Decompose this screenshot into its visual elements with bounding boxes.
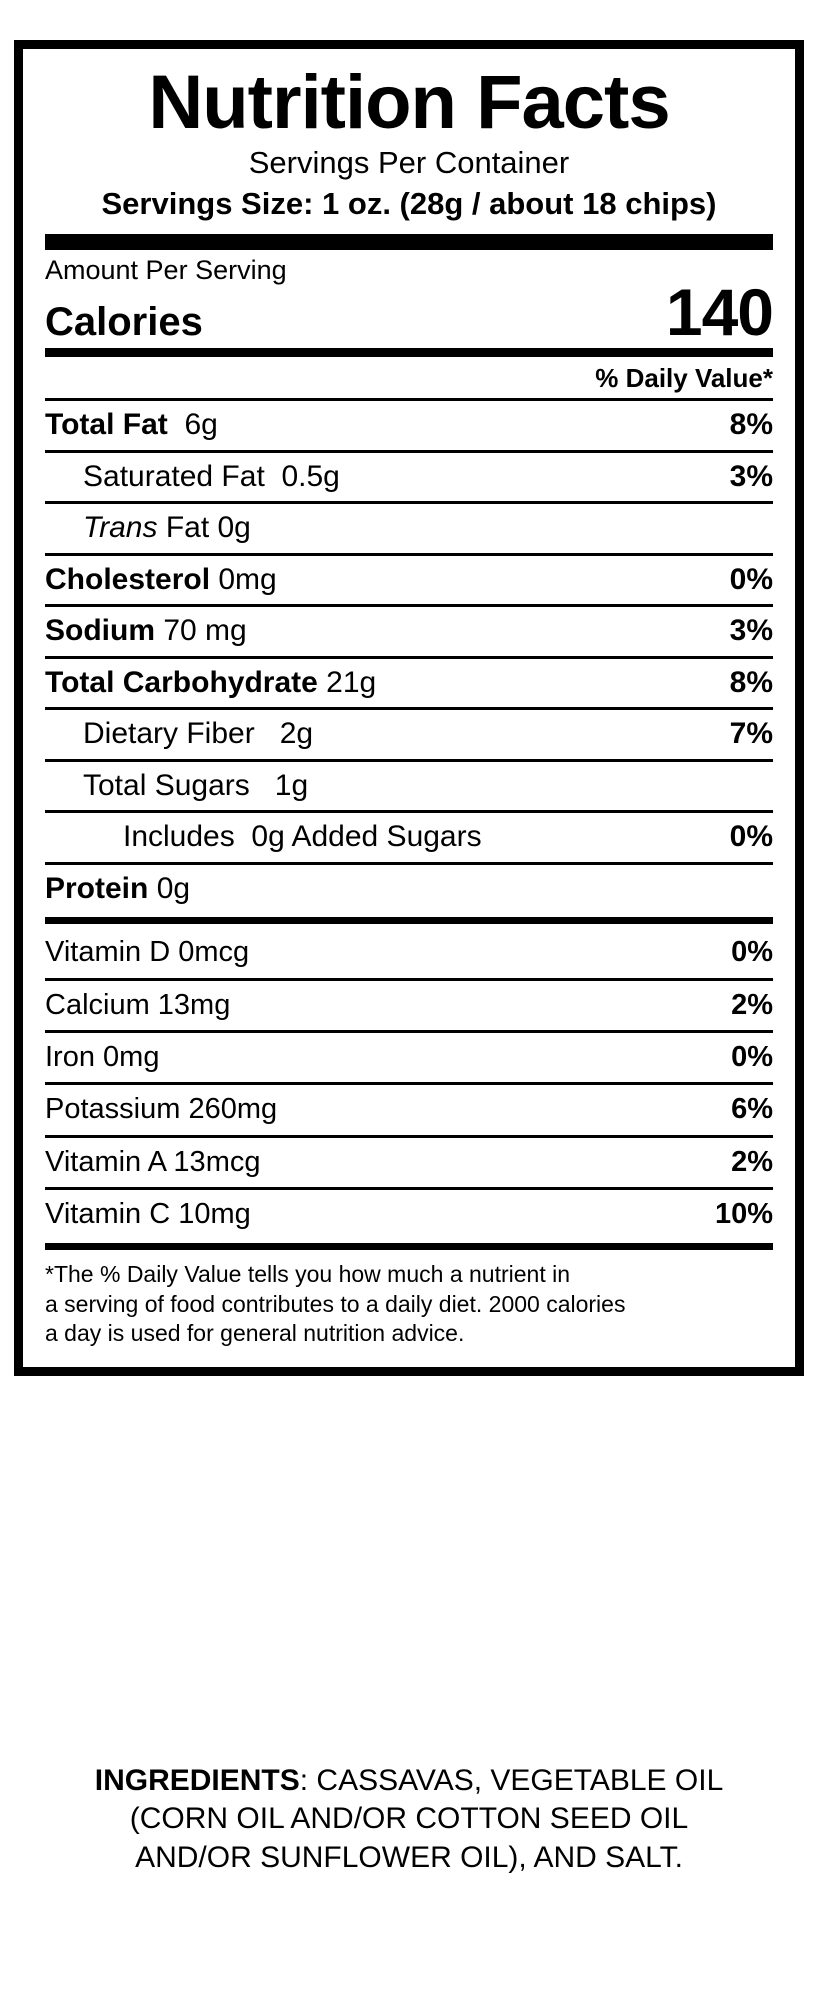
- vitamin-row-vitamin-c: [45, 1190, 773, 1239]
- nutrient-name: Cholesterol: [45, 562, 211, 596]
- calories-label: Calories: [45, 300, 203, 345]
- vitamin-name: Calcium 13mg: [45, 988, 231, 1021]
- nutrient-row-protein: [45, 865, 773, 914]
- page-title: Nutrition Facts: [148, 60, 670, 145]
- nutrient-row-total-carbohydrate: [45, 659, 773, 708]
- nutrient-row-added-sugars: [45, 813, 773, 862]
- vitamin-row-vitamin-d: [45, 928, 773, 977]
- footnote-line-3: a day is used for general nutrition advice.: [45, 1320, 465, 1347]
- nutrient-row-total-fat: [45, 401, 773, 450]
- nutrient-dv: 8%: [729, 665, 773, 699]
- nutrient-amount: 0g Added Sugars: [251, 820, 482, 854]
- amount-per-serving-row: [45, 254, 773, 349]
- vitamin-name: Potassium 260mg: [45, 1093, 278, 1126]
- nutrient-dv: 3%: [729, 614, 773, 648]
- vitamin-row-iron: [45, 1033, 773, 1082]
- nutrient-name: Protein: [45, 871, 149, 905]
- vitamin-row-vitamin-a: [45, 1138, 773, 1187]
- nutrient-row-trans-fat: [45, 504, 773, 553]
- vitamin-name: Vitamin C 10mg: [45, 1198, 251, 1231]
- vitamin-list: [45, 928, 773, 1239]
- vitamin-row-calcium: [45, 981, 773, 1030]
- divider-medium-calories: [45, 348, 773, 357]
- nutrient-dv: 8%: [729, 408, 773, 442]
- vitamin-dv: 6%: [731, 1093, 773, 1126]
- nutrient-name: Includes: [123, 820, 235, 854]
- nutrient-name: Trans: [83, 511, 158, 545]
- vitamin-name: Vitamin D 0mcg: [45, 936, 250, 969]
- nutrient-name: Saturated Fat: [83, 459, 265, 493]
- divider-thick-top: [45, 234, 773, 250]
- nutrient-row-dietary-fiber: [45, 710, 773, 759]
- nutrient-name: Total Fat: [45, 408, 168, 442]
- ingredients-line-2: (CORN OIL AND/OR COTTON SEED OIL: [129, 1802, 689, 1836]
- nutrient-row-sodium: [45, 607, 773, 656]
- ingredients-line-1: [14, 1762, 804, 1800]
- nutrient-name: Total Carbohydrate: [45, 665, 318, 699]
- calories-row: [45, 274, 773, 349]
- serving-size: Servings Size: 1 oz. (28g / about 18 chips): [101, 185, 717, 221]
- nutrient-amount: Fat 0g: [165, 511, 251, 545]
- footnote-line-2: a serving of food contributes to a daily diet. 2000 calories: [45, 1290, 626, 1317]
- ingredients-section: [14, 1762, 804, 1877]
- nutrition-facts-panel: [14, 40, 804, 1376]
- nutrient-name: Total Sugars: [83, 768, 250, 802]
- nutrient-list: [45, 401, 773, 913]
- divider-footnote-top: [45, 1243, 773, 1250]
- nutrient-dv: 3%: [729, 459, 773, 493]
- vitamin-name: Iron 0mg: [45, 1040, 160, 1073]
- vitamin-dv: 2%: [731, 1145, 773, 1178]
- divider-vitamins-top: [45, 917, 773, 924]
- servings-per-container: Servings Per Container: [248, 144, 570, 180]
- nutrient-amount: 0mg: [218, 562, 277, 596]
- nutrient-dv: 7%: [729, 717, 773, 751]
- calories-value: 140: [665, 274, 773, 349]
- nutrient-amount: 0.5g: [281, 459, 340, 493]
- nutrient-amount: 2g: [279, 717, 314, 751]
- nutrient-name: Dietary Fiber: [83, 717, 255, 751]
- nutrient-name: Sodium: [45, 614, 155, 648]
- nutrient-dv: 0%: [729, 820, 773, 854]
- nutrient-row-saturated-fat: [45, 453, 773, 502]
- nutrient-row-cholesterol: [45, 556, 773, 605]
- nutrient-amount: 0g: [156, 871, 191, 905]
- nutrient-amount: 21g: [326, 665, 377, 699]
- vitamin-row-potassium: [45, 1085, 773, 1134]
- nutrient-amount: 70 mg: [163, 614, 247, 648]
- vitamin-dv: 10%: [714, 1198, 773, 1231]
- footnote-line-1: *The % Daily Value tells you how much a nutrient in: [45, 1261, 571, 1288]
- vitamin-dv: 2%: [731, 988, 773, 1021]
- daily-value-footnote: [45, 1260, 773, 1348]
- vitamin-dv: 0%: [731, 1040, 773, 1073]
- nutrient-amount: 1g: [274, 768, 309, 802]
- nutrient-row-total-sugars: [45, 762, 773, 811]
- ingredients-line-1-rest: : CASSAVAS, VEGETABLE OIL: [299, 1764, 724, 1797]
- ingredients-line-3: AND/OR SUNFLOWER OIL), AND SALT.: [135, 1840, 683, 1874]
- daily-value-header: % Daily Value*: [595, 363, 773, 394]
- amount-per-serving-label: Amount Per Serving: [45, 254, 287, 285]
- vitamin-name: Vitamin A 13mcg: [45, 1145, 261, 1178]
- vitamin-dv: 0%: [731, 936, 773, 969]
- ingredients-heading: INGREDIENTS: [94, 1764, 300, 1797]
- nutrient-amount: 6g: [184, 408, 218, 442]
- nutrient-dv: 0%: [729, 562, 773, 596]
